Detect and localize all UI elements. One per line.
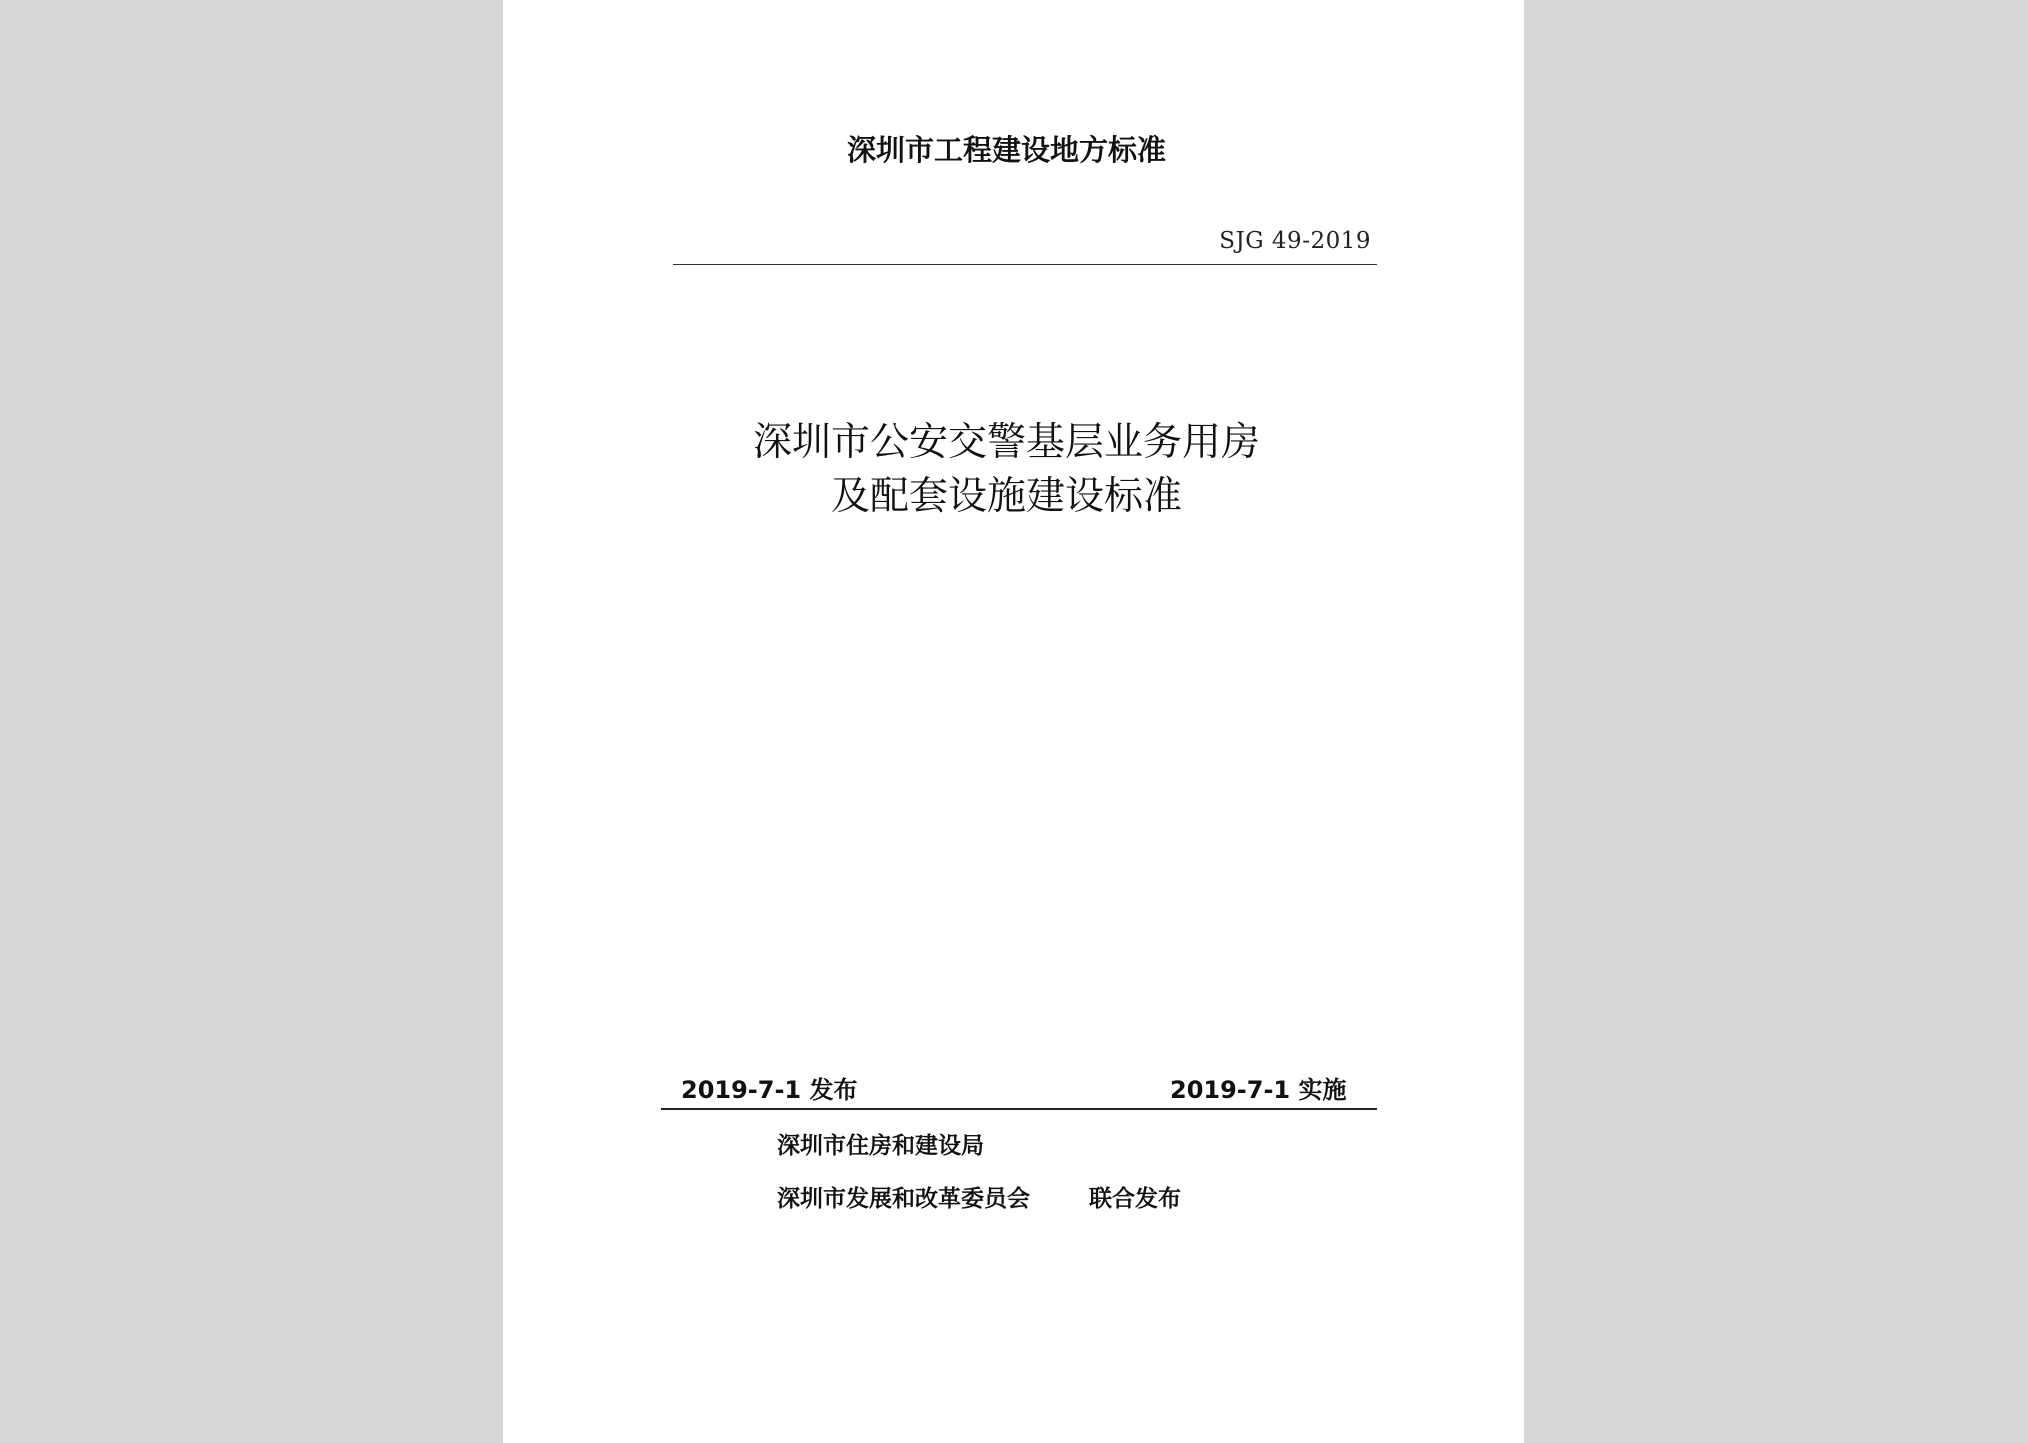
publish-date: 2019-7-1 发布 [681,1076,858,1104]
standard-code: SJG 49-2019 [1219,228,1371,254]
header-divider [673,264,1377,265]
issuer-housing-bureau: 深圳市住房和建设局 [777,1133,984,1159]
standard-category: 深圳市工程建设地方标准 [846,133,1166,167]
footer-divider [661,1108,1377,1110]
document-page [503,0,1524,1443]
joint-release-label: 联合发布 [1089,1186,1181,1212]
effective-date: 2019-7-1 实施 [1170,1076,1347,1104]
title-line-1: 深圳市公安交警基层业务用房 [752,420,1260,465]
title-line-2: 及配套设施建设标准 [830,474,1182,519]
document-title [496,416,1517,524]
issuer-development-commission: 深圳市发展和改革委员会 [777,1186,1030,1212]
